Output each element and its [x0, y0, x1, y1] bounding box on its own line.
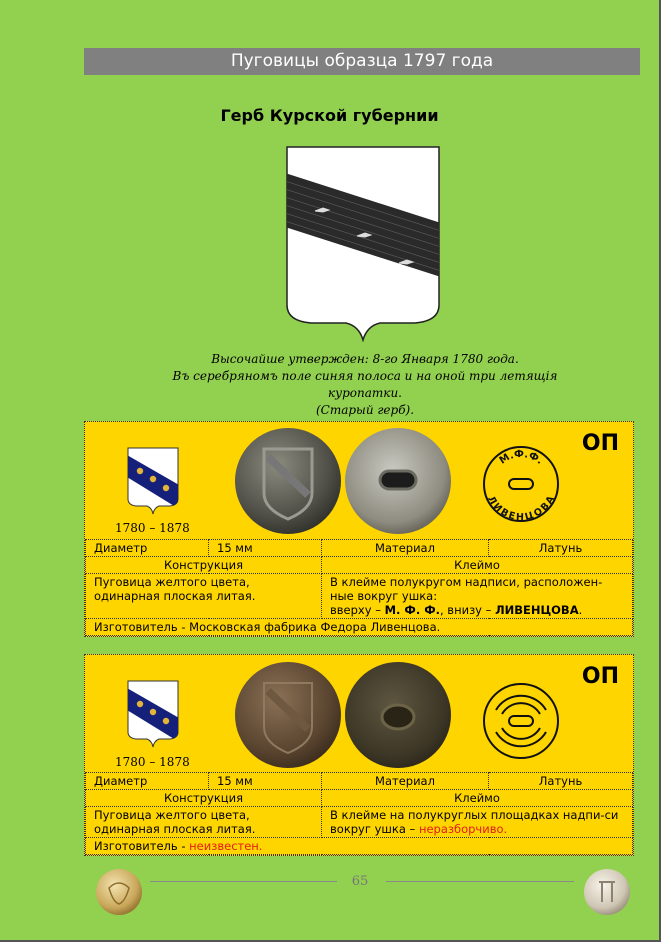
maker-text: Изготовитель - Московская фабрика Федора Ливенцова. [86, 619, 633, 636]
button-card [84, 421, 634, 637]
footer-rule-left [150, 881, 337, 882]
badge: ОП [581, 431, 619, 456]
hallmark-text: В клейме на полукруглых площадках надпи-си вокруг ушка – неразборчиво. [322, 807, 633, 838]
description-line: (Старый герб). [315, 403, 415, 417]
button-card [84, 654, 634, 856]
years: 1780 – 1878 [115, 755, 190, 769]
label-hallmark: Клеймо [322, 557, 633, 574]
button-back-photo [344, 661, 452, 769]
construction-text: Пуговица желтого цвета, одинарная плоская литая. [86, 574, 322, 619]
label-diameter: Диаметр [86, 540, 209, 557]
label-material: Материал [322, 540, 489, 557]
label-construction: Конструкция [86, 557, 322, 574]
coat-of-arms-thumbnail [127, 447, 179, 515]
years: 1780 – 1878 [115, 521, 190, 535]
description-line: Высочайше утвержден: 8-го Января 1780 года. [211, 352, 519, 366]
label-diameter: Диаметр [86, 773, 209, 790]
button-back-photo [344, 427, 452, 535]
coat-of-arms-thumbnail [127, 680, 179, 748]
footer-rule-right [386, 881, 574, 882]
hallmark-bottom-text: ЛИВЕНЦОВА [485, 494, 557, 523]
footer-coin-right [583, 868, 631, 916]
construction-text: Пуговица желтого цвета, одинарная плоская литая. [86, 807, 322, 838]
coat-of-arms-title: Герб Курской губернии [220, 106, 439, 125]
label-material: Материал [322, 773, 489, 790]
page-number: 65 [351, 874, 369, 889]
description-line: Въ серебряномъ поле синяя полоса и на оной три летящія куропатки. [172, 369, 558, 400]
coat-of-arms-shield [285, 145, 441, 342]
label-hallmark: Клеймо [322, 790, 633, 807]
page-title: Пуговицы образца 1797 года [84, 48, 640, 75]
badge: ОП [581, 664, 619, 689]
coat-of-arms-description [150, 351, 580, 419]
value-material: Латунь [489, 540, 633, 557]
hallmark-drawing [482, 682, 560, 760]
maker-text: Изготовитель - неизвестен. [86, 838, 633, 855]
hallmark-top-text: М.Ф.Ф. [497, 448, 545, 467]
label-construction: Конструкция [86, 790, 322, 807]
hallmark-drawing [482, 445, 560, 523]
svg-text:ЛИВЕНЦОВА [485, 494, 557, 523]
value-diameter: 15 мм [209, 773, 322, 790]
hallmark-text: В клейме полукругом надписи, расположен-ные вокруг ушка: вверху – М. Ф. Ф., внизу – ЛИВЕНЦОВА. [322, 574, 633, 619]
value-material: Латунь [489, 773, 633, 790]
button-front-photo [234, 427, 342, 535]
button-front-photo [234, 661, 342, 769]
footer-coin-left [95, 868, 143, 916]
value-diameter: 15 мм [209, 540, 322, 557]
